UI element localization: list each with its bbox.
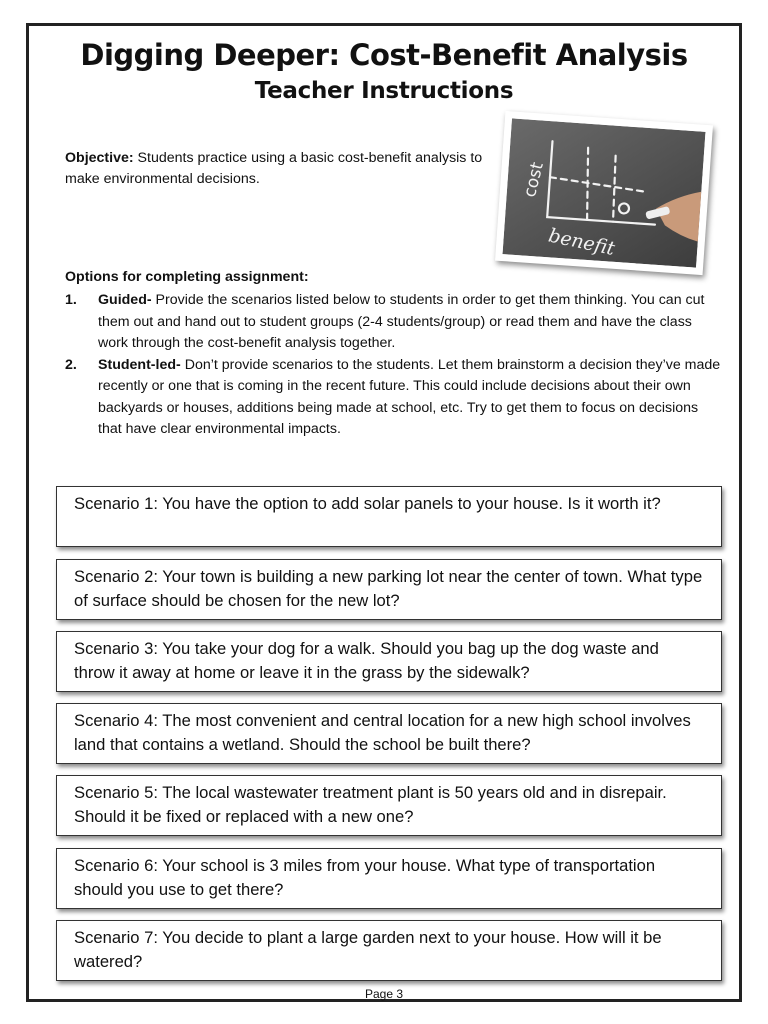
option-number: 2. [65,356,77,373]
chalkboard-photo [495,111,713,275]
objective-label: Objective: [65,150,134,166]
options-heading: Options for completing assignment: [65,269,309,285]
option-item-guided [65,290,725,355]
option-item-student-led [65,355,725,441]
photo-word-cost: cost [519,160,548,200]
objective-text: Students practice using a basic cost-benefit analysis to make environmental decisions. [65,150,483,187]
scenario-card-3: Scenario 3: You take your dog for a walk. Should you bag up the dog waste and throw it away at home or leave it in the grass by the sidewalk? [56,631,722,692]
scenario-card-4: Scenario 4: The most convenient and central location for a new high school involves land that contains a wetland. Should the school be built there? [56,703,722,764]
scenario-card-5: Scenario 5: The local wastewater treatment plant is 50 years old and in disrepair. Should it be fixed or replaced with a new one? [56,775,722,836]
objective-paragraph [65,148,485,190]
scenario-card-7: Scenario 7: You decide to plant a large garden next to your house. How will it be watered? [56,920,722,981]
scenario-card-2: Scenario 2: Your town is building a new parking lot near the center of town. What type of surface should be chosen for the new lot? [56,559,722,620]
page-number: Page 3 [364,987,404,1001]
chalkboard-graph-image [502,118,705,267]
page-title: Digging Deeper: Cost-Benefit Analysis [80,38,688,72]
options-list [65,290,725,441]
option-number: 1. [65,292,77,308]
option-text: Provide the scenarios listed below to students in order to get them thinking. You can cut them out and hand out to student groups (2-4 students/group) or read them and have the class work through the cost-benefit analysis together. [98,292,705,351]
page-subtitle: Teacher Instructions [254,78,514,104]
option-lead: Guided- [98,292,152,308]
option-lead: Student-led- [98,356,181,373]
option-text: Don’t provide scenarios to the students. Let them brainstorm a decision they’ve made recently or one that is coming in the recent future. This could include decisions about their own backyards or houses, additions being made at school, etc. Try to get them to focus on decisions that have clear environmental impacts. [98,356,721,437]
photo-word-benefit: benefit [546,224,617,261]
scenario-card-1: Scenario 1: You have the option to add solar panels to your house. Is it worth it? [56,486,722,547]
scenario-card-6: Scenario 6: Your school is 3 miles from your house. What type of transportation should you use to get there? [56,848,722,909]
